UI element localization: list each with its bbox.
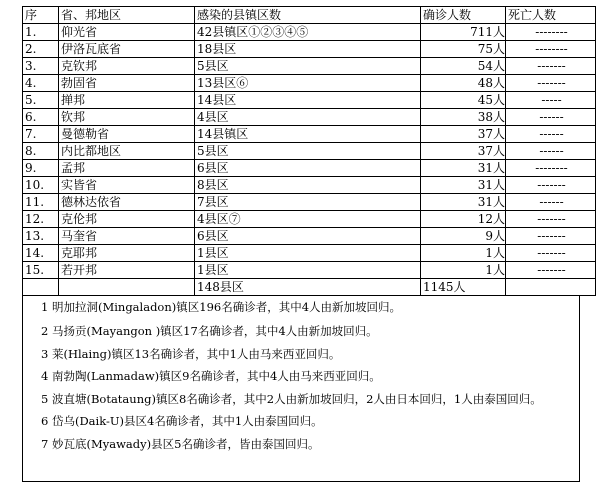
row-counties: 1县区 xyxy=(195,245,421,262)
footnote-4: 4 南勃陶(Lanmadaw)镇区9名确诊者，其中4人由马来西亚回归。 xyxy=(41,369,381,383)
row-seq: 11. xyxy=(23,194,59,211)
table-row xyxy=(23,41,596,58)
row-region: 若开邦 xyxy=(59,262,195,279)
row-deaths: -------- xyxy=(506,24,596,41)
table-row xyxy=(23,58,596,75)
table-row xyxy=(23,177,596,194)
table-row xyxy=(23,126,596,143)
row-region: 实皆省 xyxy=(59,177,195,194)
row-region: 伊洛瓦底省 xyxy=(59,41,195,58)
row-deaths: ----- xyxy=(506,92,596,109)
row-seq: 8. xyxy=(23,143,59,160)
row-region: 德林达依省 xyxy=(59,194,195,211)
row-confirmed: 37人 xyxy=(421,143,506,160)
row-confirmed: 9人 xyxy=(421,228,506,245)
total-row xyxy=(23,279,596,296)
row-seq: 6. xyxy=(23,109,59,126)
row-counties: 6县区 xyxy=(195,160,421,177)
row-seq: 5. xyxy=(23,92,59,109)
footnote-5: 5 波直塘(Botataung)镇区8名确诊者，其中2人由新加坡回归，2人由日本回归，1人由泰国回归。 xyxy=(41,391,542,406)
row-confirmed: 12人 xyxy=(421,211,506,228)
row-confirmed: 31人 xyxy=(421,194,506,211)
row-confirmed: 1人 xyxy=(421,262,506,279)
header-seq: 序 xyxy=(23,7,59,24)
table-row xyxy=(23,228,596,245)
row-confirmed: 38人 xyxy=(421,109,506,126)
row-region: 克耶邦 xyxy=(59,245,195,262)
row-confirmed: 31人 xyxy=(421,177,506,194)
case-table xyxy=(22,6,596,296)
row-confirmed: 37人 xyxy=(421,126,506,143)
row-counties: 18县区 xyxy=(195,41,421,58)
total-region-empty xyxy=(59,279,195,296)
total-confirmed: 1145人 xyxy=(421,279,506,296)
table-row xyxy=(23,24,596,41)
row-seq: 2. xyxy=(23,41,59,58)
row-seq: 4. xyxy=(23,75,59,92)
row-region: 曼德勒省 xyxy=(59,126,195,143)
row-seq: 15. xyxy=(23,262,59,279)
row-confirmed: 711人 xyxy=(421,24,506,41)
row-counties: 5县区 xyxy=(195,58,421,75)
row-deaths: ------ xyxy=(506,126,596,143)
footnote-7: 7 妙瓦底(Myawady)县区5名确诊者，皆由泰国回归。 xyxy=(41,436,320,451)
row-confirmed: 45人 xyxy=(421,92,506,109)
table-row xyxy=(23,262,596,279)
table-row xyxy=(23,109,596,126)
row-seq: 7. xyxy=(23,126,59,143)
footnote-1: 1 明加拉洞(Mingaladon)镇区196名确诊者，其中4人由新加坡回归。 xyxy=(41,300,402,314)
row-seq: 9. xyxy=(23,160,59,177)
header-deaths: 死亡人数 xyxy=(506,7,596,24)
row-counties: 8县区 xyxy=(195,177,421,194)
row-counties: 5县区 xyxy=(195,143,421,160)
total-counties: 148县区 xyxy=(195,279,421,296)
row-seq: 1. xyxy=(23,24,59,41)
row-counties: 42县镇区①②③④⑤ xyxy=(195,24,421,41)
row-region: 内比都地区 xyxy=(59,143,195,160)
table-row xyxy=(23,92,596,109)
table-row xyxy=(23,160,596,177)
row-counties: 14县区 xyxy=(195,92,421,109)
row-counties: 4县区⑦ xyxy=(195,211,421,228)
table-row xyxy=(23,75,596,92)
table-row xyxy=(23,211,596,228)
row-deaths: -------- xyxy=(506,160,596,177)
header-counties: 感染的县镇区数 xyxy=(195,7,421,24)
total-seq-empty xyxy=(23,279,59,296)
row-confirmed: 75人 xyxy=(421,41,506,58)
row-seq: 14. xyxy=(23,245,59,262)
row-region: 钦邦 xyxy=(59,109,195,126)
row-confirmed: 48人 xyxy=(421,75,506,92)
row-deaths: ------- xyxy=(506,177,596,194)
row-deaths: -------- xyxy=(506,41,596,58)
row-seq: 12. xyxy=(23,211,59,228)
row-seq: 3. xyxy=(23,58,59,75)
footnotes xyxy=(22,296,580,482)
document xyxy=(22,6,580,482)
row-counties: 7县区 xyxy=(195,194,421,211)
row-seq: 13. xyxy=(23,228,59,245)
row-deaths: ------- xyxy=(506,245,596,262)
row-region: 勃固省 xyxy=(59,75,195,92)
footnote-2: 2 马扬贡(Mayangon )镇区17名确诊者，其中4人由新加坡回归。 xyxy=(41,324,378,338)
row-seq: 10. xyxy=(23,177,59,194)
row-counties: 14县镇区 xyxy=(195,126,421,143)
row-deaths: ------- xyxy=(506,262,596,279)
table-row xyxy=(23,194,596,211)
row-counties: 13县区⑥ xyxy=(195,75,421,92)
row-counties: 4县区 xyxy=(195,109,421,126)
row-confirmed: 31人 xyxy=(421,160,506,177)
row-deaths: ------- xyxy=(506,58,596,75)
row-region: 仰光省 xyxy=(59,24,195,41)
footnote-6: 6 岱乌(Daik-U)县区4名确诊者，其中1人由泰国回归。 xyxy=(41,414,323,428)
row-counties: 1县区 xyxy=(195,262,421,279)
table-header-row xyxy=(23,7,596,24)
row-counties: 6县区 xyxy=(195,228,421,245)
table-row xyxy=(23,143,596,160)
row-region: 掸邦 xyxy=(59,92,195,109)
row-confirmed: 54人 xyxy=(421,58,506,75)
row-deaths: ------ xyxy=(506,109,596,126)
row-region: 孟邦 xyxy=(59,160,195,177)
total-deaths-empty xyxy=(506,279,596,296)
row-deaths: ------ xyxy=(506,194,596,211)
row-deaths: ------ xyxy=(506,143,596,160)
row-confirmed: 1人 xyxy=(421,245,506,262)
row-region: 马奎省 xyxy=(59,228,195,245)
row-region: 克伦邦 xyxy=(59,211,195,228)
footnote-3: 3 莱(Hlaing)镇区13名确诊者，其中1人由马来西亚回归。 xyxy=(41,346,341,361)
row-deaths: ------- xyxy=(506,75,596,92)
header-confirmed: 确诊人数 xyxy=(421,7,506,24)
table-row xyxy=(23,245,596,262)
header-region: 省、邦地区 xyxy=(59,7,195,24)
row-deaths: ------- xyxy=(506,228,596,245)
row-region: 克钦邦 xyxy=(59,58,195,75)
row-deaths: ------- xyxy=(506,211,596,228)
